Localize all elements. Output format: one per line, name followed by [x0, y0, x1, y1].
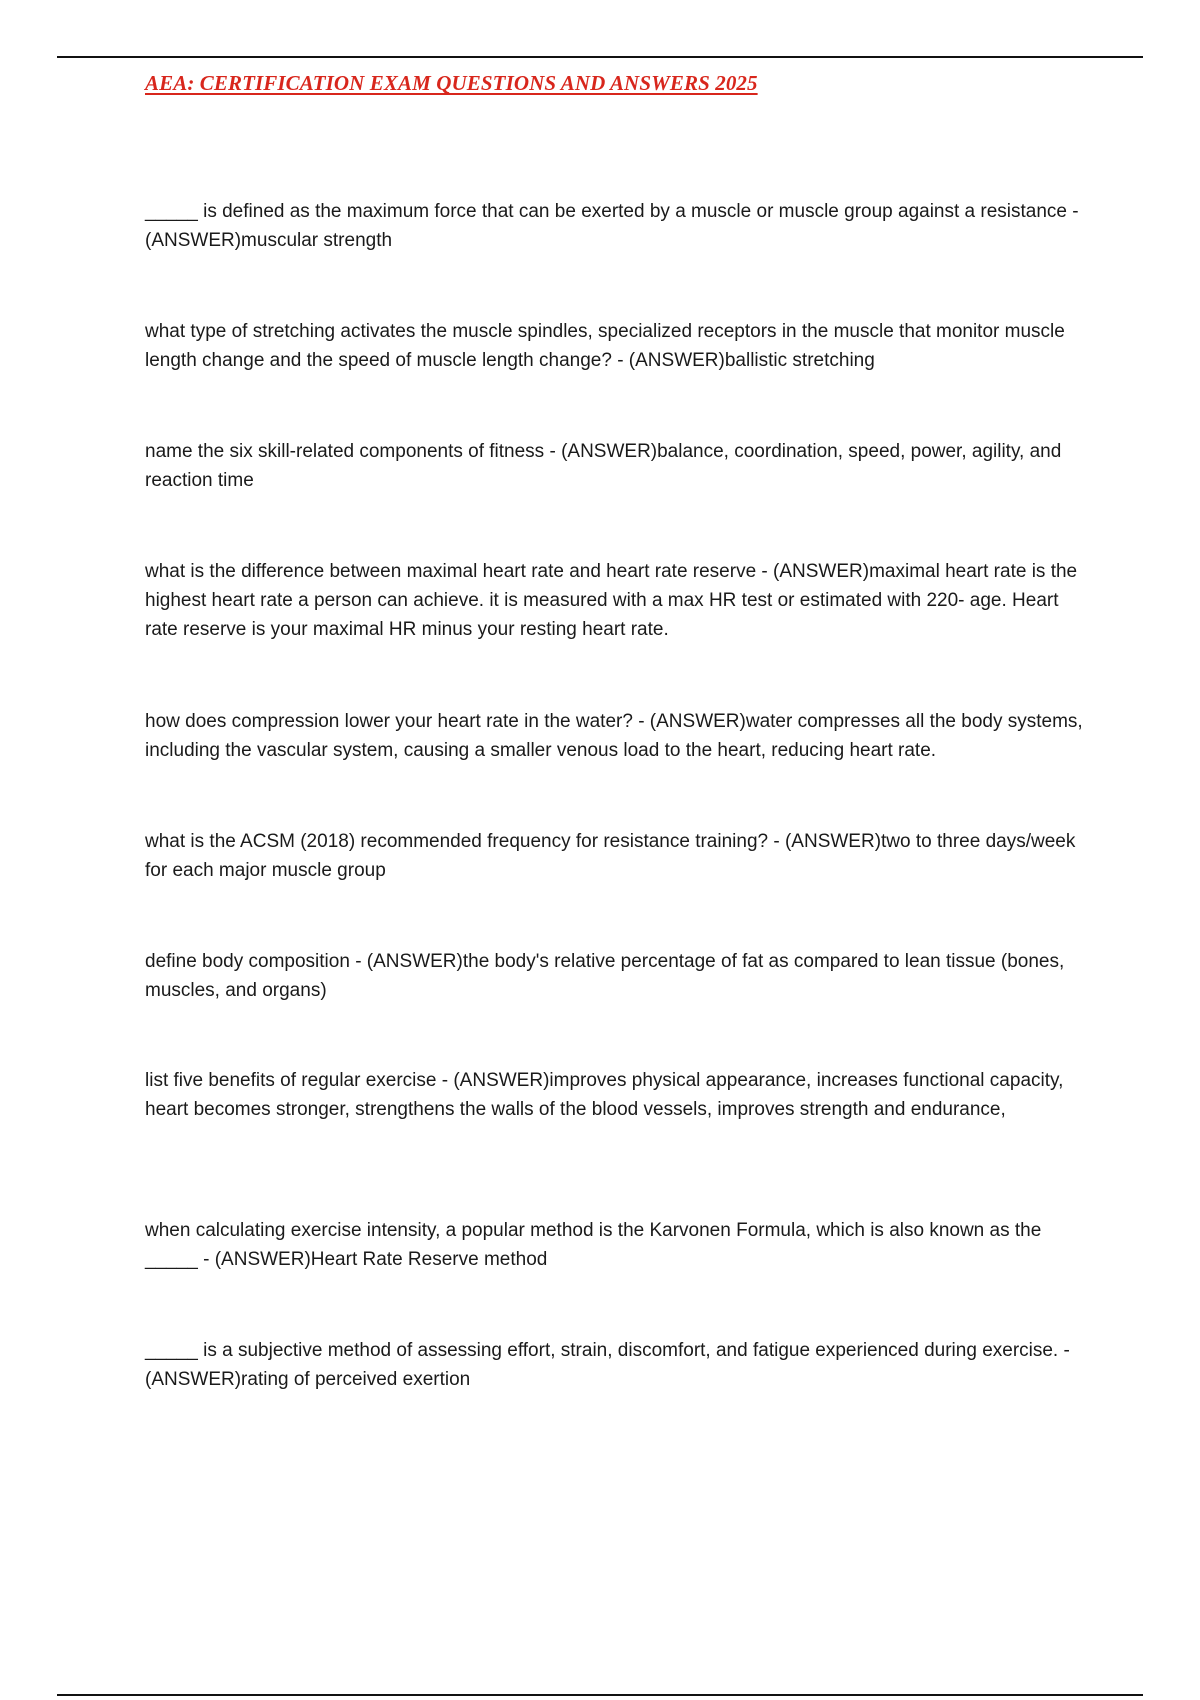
qa-item-6: what is the ACSM (2018) recommended frequency for resistance training? - (ANSWER)two to three days/week for each major muscle group	[145, 831, 1076, 881]
qa-item-3: name the six skill-related components of fitness - (ANSWER)balance, coordination, speed, power, agility, and reaction time	[145, 441, 1062, 491]
qa-item-10: _____ is a subjective method of assessing effort, strain, discomfort, and fatigue experienced during exercise. - (ANSWER)rating of perceived exertion	[145, 1340, 1070, 1390]
qa-item-1: _____ is defined as the maximum force that can be exerted by a muscle or muscle group against a resistance - (ANSWER)muscular strength	[145, 201, 1079, 251]
header-rule	[57, 56, 1143, 58]
qa-item-7: define body composition - (ANSWER)the body's relative percentage of fat as compared to lean tissue (bones, muscles, and organs)	[145, 951, 1065, 1001]
footer-rule	[57, 1694, 1143, 1696]
document-title: AEA: CERTIFICATION EXAM QUESTIONS AND ANSWERS 2025	[145, 71, 758, 95]
qa-item-2: what type of stretching activates the muscle spindles, specialized receptors in the muscle that monitor muscle length change and the speed of muscle length change? - (ANSWER)ballistic stretching	[145, 321, 1065, 371]
qa-item-9: when calculating exercise intensity, a popular method is the Karvonen Formula, which is also known as the _____ - (ANSWER)Heart Rate Reserve method	[145, 1220, 1042, 1270]
qa-item-8: list five benefits of regular exercise - (ANSWER)improves physical appearance, increases functional capacity, heart becomes stronger, strengthens the walls of the blood vessels, improves strength and endurance,	[145, 1070, 1064, 1120]
qa-item-5: how does compression lower your heart rate in the water? - (ANSWER)water compresses all the body systems, including the vascular system, causing a smaller venous load to the heart, reducing heart rate.	[145, 711, 1083, 761]
qa-item-4: what is the difference between maximal heart rate and heart rate reserve - (ANSWER)maximal heart rate is the highest heart rate a person can achieve. it is measured with a max HR test or estimated with 220- age. Heart rate reserve is your maximal HR minus your resting heart rate.	[145, 561, 1078, 640]
